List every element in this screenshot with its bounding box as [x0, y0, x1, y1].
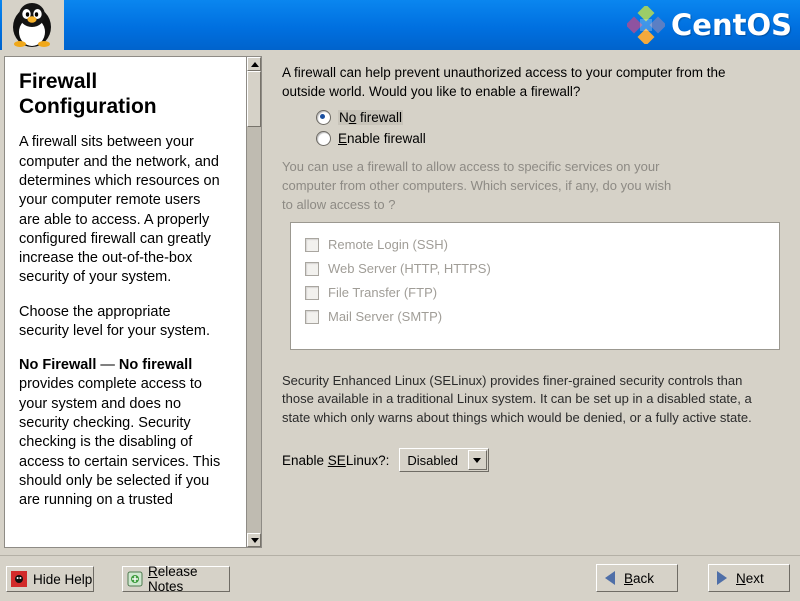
- radio-no-firewall-indicator[interactable]: [316, 110, 331, 125]
- help-term-2: No firewall: [118, 357, 193, 374]
- label-post: Linux?:: [345, 452, 390, 468]
- service-row-web[interactable]: [305, 261, 491, 276]
- scroll-up-button[interactable]: [247, 57, 261, 71]
- label-accesskey: R: [148, 564, 158, 579]
- firewall-intro-text: A firewall can help prevent unauthorized access to your computer from the outside world. Would you like to enable a firewall?: [282, 65, 726, 99]
- centos-wordmark: [671, 8, 792, 42]
- chevron-down-icon: [251, 538, 259, 543]
- label-accesskey: E: [338, 131, 348, 146]
- release-notes-label: [148, 564, 229, 594]
- services-hint-text: You can use a firewall to allow access to specific services on your computer from other computers. Which services, if any, do you wish to allow access to ?: [282, 159, 672, 212]
- label-post: ext: [745, 570, 764, 586]
- selinux-control-row: [282, 448, 489, 472]
- help-paragraph-3-rest: provides complete access to your system and does no security checking. Security checking is the disabling of access to certain services. This should only be selected if you are running on a trusted: [19, 376, 221, 509]
- service-label-web: Web Server (HTTP, HTTPS): [328, 261, 491, 276]
- radio-enable-firewall-indicator[interactable]: [316, 131, 331, 146]
- centos-diamonds-icon: [627, 6, 665, 44]
- label-accesskey: N: [736, 570, 746, 586]
- release-notes-icon: [127, 571, 143, 587]
- top-banner: [0, 0, 800, 50]
- checkbox-ssh[interactable]: [305, 238, 319, 252]
- logo-text-c: C: [670, 8, 693, 42]
- help-paragraph-1: A firewall sits between your computer and the network, and determines which resources on your computer remote users are able to access. A properly configured firewall can greatly increase the out-of-the-box security of your system.: [19, 134, 220, 286]
- service-label-smtp: Mail Server (SMTP): [328, 309, 443, 324]
- label-post: nable firewall: [347, 131, 426, 146]
- content-area: [0, 50, 800, 555]
- help-panel: [4, 56, 250, 548]
- radio-enable-firewall-label: [338, 131, 426, 146]
- logo-text-rest: entOS: [692, 8, 792, 42]
- help-paragraph-2: Choose the appropriate security level for your system.: [19, 303, 210, 339]
- hide-help-label: Hide Help: [33, 571, 93, 587]
- radio-no-firewall[interactable]: [316, 110, 403, 125]
- selinux-dropdown[interactable]: [399, 448, 489, 472]
- chevron-up-icon: [251, 62, 259, 67]
- help-title: Firewall Configuration: [19, 70, 157, 119]
- label-post: firewall: [356, 110, 403, 125]
- service-row-smtp[interactable]: [305, 309, 442, 324]
- dropdown-arrow-icon[interactable]: [468, 450, 487, 470]
- services-list: [290, 222, 780, 350]
- help-scrollbar[interactable]: [246, 56, 262, 548]
- selinux-description: Security Enhanced Linux (SELinux) provides finer-grained security controls than those available in a traditional Linux system. It can be set up in a disabled state, a state which only warns about things which would be denied, or a fully active state.: [282, 373, 752, 425]
- next-label: [736, 571, 764, 586]
- next-button[interactable]: [708, 564, 790, 592]
- radio-no-firewall-label: [338, 110, 403, 125]
- centos-logo: [627, 3, 792, 47]
- back-label: [624, 571, 654, 586]
- label-accesskey: o: [348, 110, 357, 125]
- label-pre: N: [339, 110, 349, 125]
- footer-bar: [0, 555, 800, 601]
- help-term: No Firewall: [19, 357, 97, 374]
- service-label-ssh: Remote Login (SSH): [328, 237, 448, 252]
- arrow-left-icon: [605, 571, 615, 585]
- help-text-body: [5, 57, 235, 525]
- checkbox-web[interactable]: [305, 262, 319, 276]
- label-pre: Enable: [282, 452, 328, 468]
- penguin-badge: [2, 0, 64, 50]
- label-accesskey: B: [624, 570, 634, 586]
- help-dash: —: [96, 357, 119, 374]
- label-post: elease Notes: [148, 564, 198, 594]
- selinux-label: [282, 453, 389, 468]
- tux-penguin-icon: [6, 2, 58, 48]
- checkbox-ftp[interactable]: [305, 286, 319, 300]
- scrollbar-thumb[interactable]: [247, 71, 261, 127]
- scroll-down-button[interactable]: [247, 533, 261, 547]
- back-button[interactable]: [596, 564, 678, 592]
- service-label-ftp: File Transfer (FTP): [328, 285, 438, 300]
- firewall-config-pane: [272, 50, 796, 555]
- hide-help-button[interactable]: [6, 566, 94, 592]
- service-row-ssh[interactable]: [305, 237, 448, 252]
- scrollbar-track[interactable]: [247, 127, 261, 533]
- help-toggle-icon: [11, 571, 27, 587]
- radio-enable-firewall[interactable]: [316, 131, 426, 146]
- service-row-ftp[interactable]: [305, 285, 437, 300]
- checkbox-smtp[interactable]: [305, 310, 319, 324]
- label-post: ack: [633, 570, 655, 586]
- selinux-selected-value: Disabled: [407, 452, 458, 468]
- arrow-right-icon: [717, 571, 727, 585]
- label-accesskey: SE: [327, 452, 346, 468]
- help-paragraph-3: [19, 356, 223, 510]
- release-notes-button[interactable]: [122, 566, 230, 592]
